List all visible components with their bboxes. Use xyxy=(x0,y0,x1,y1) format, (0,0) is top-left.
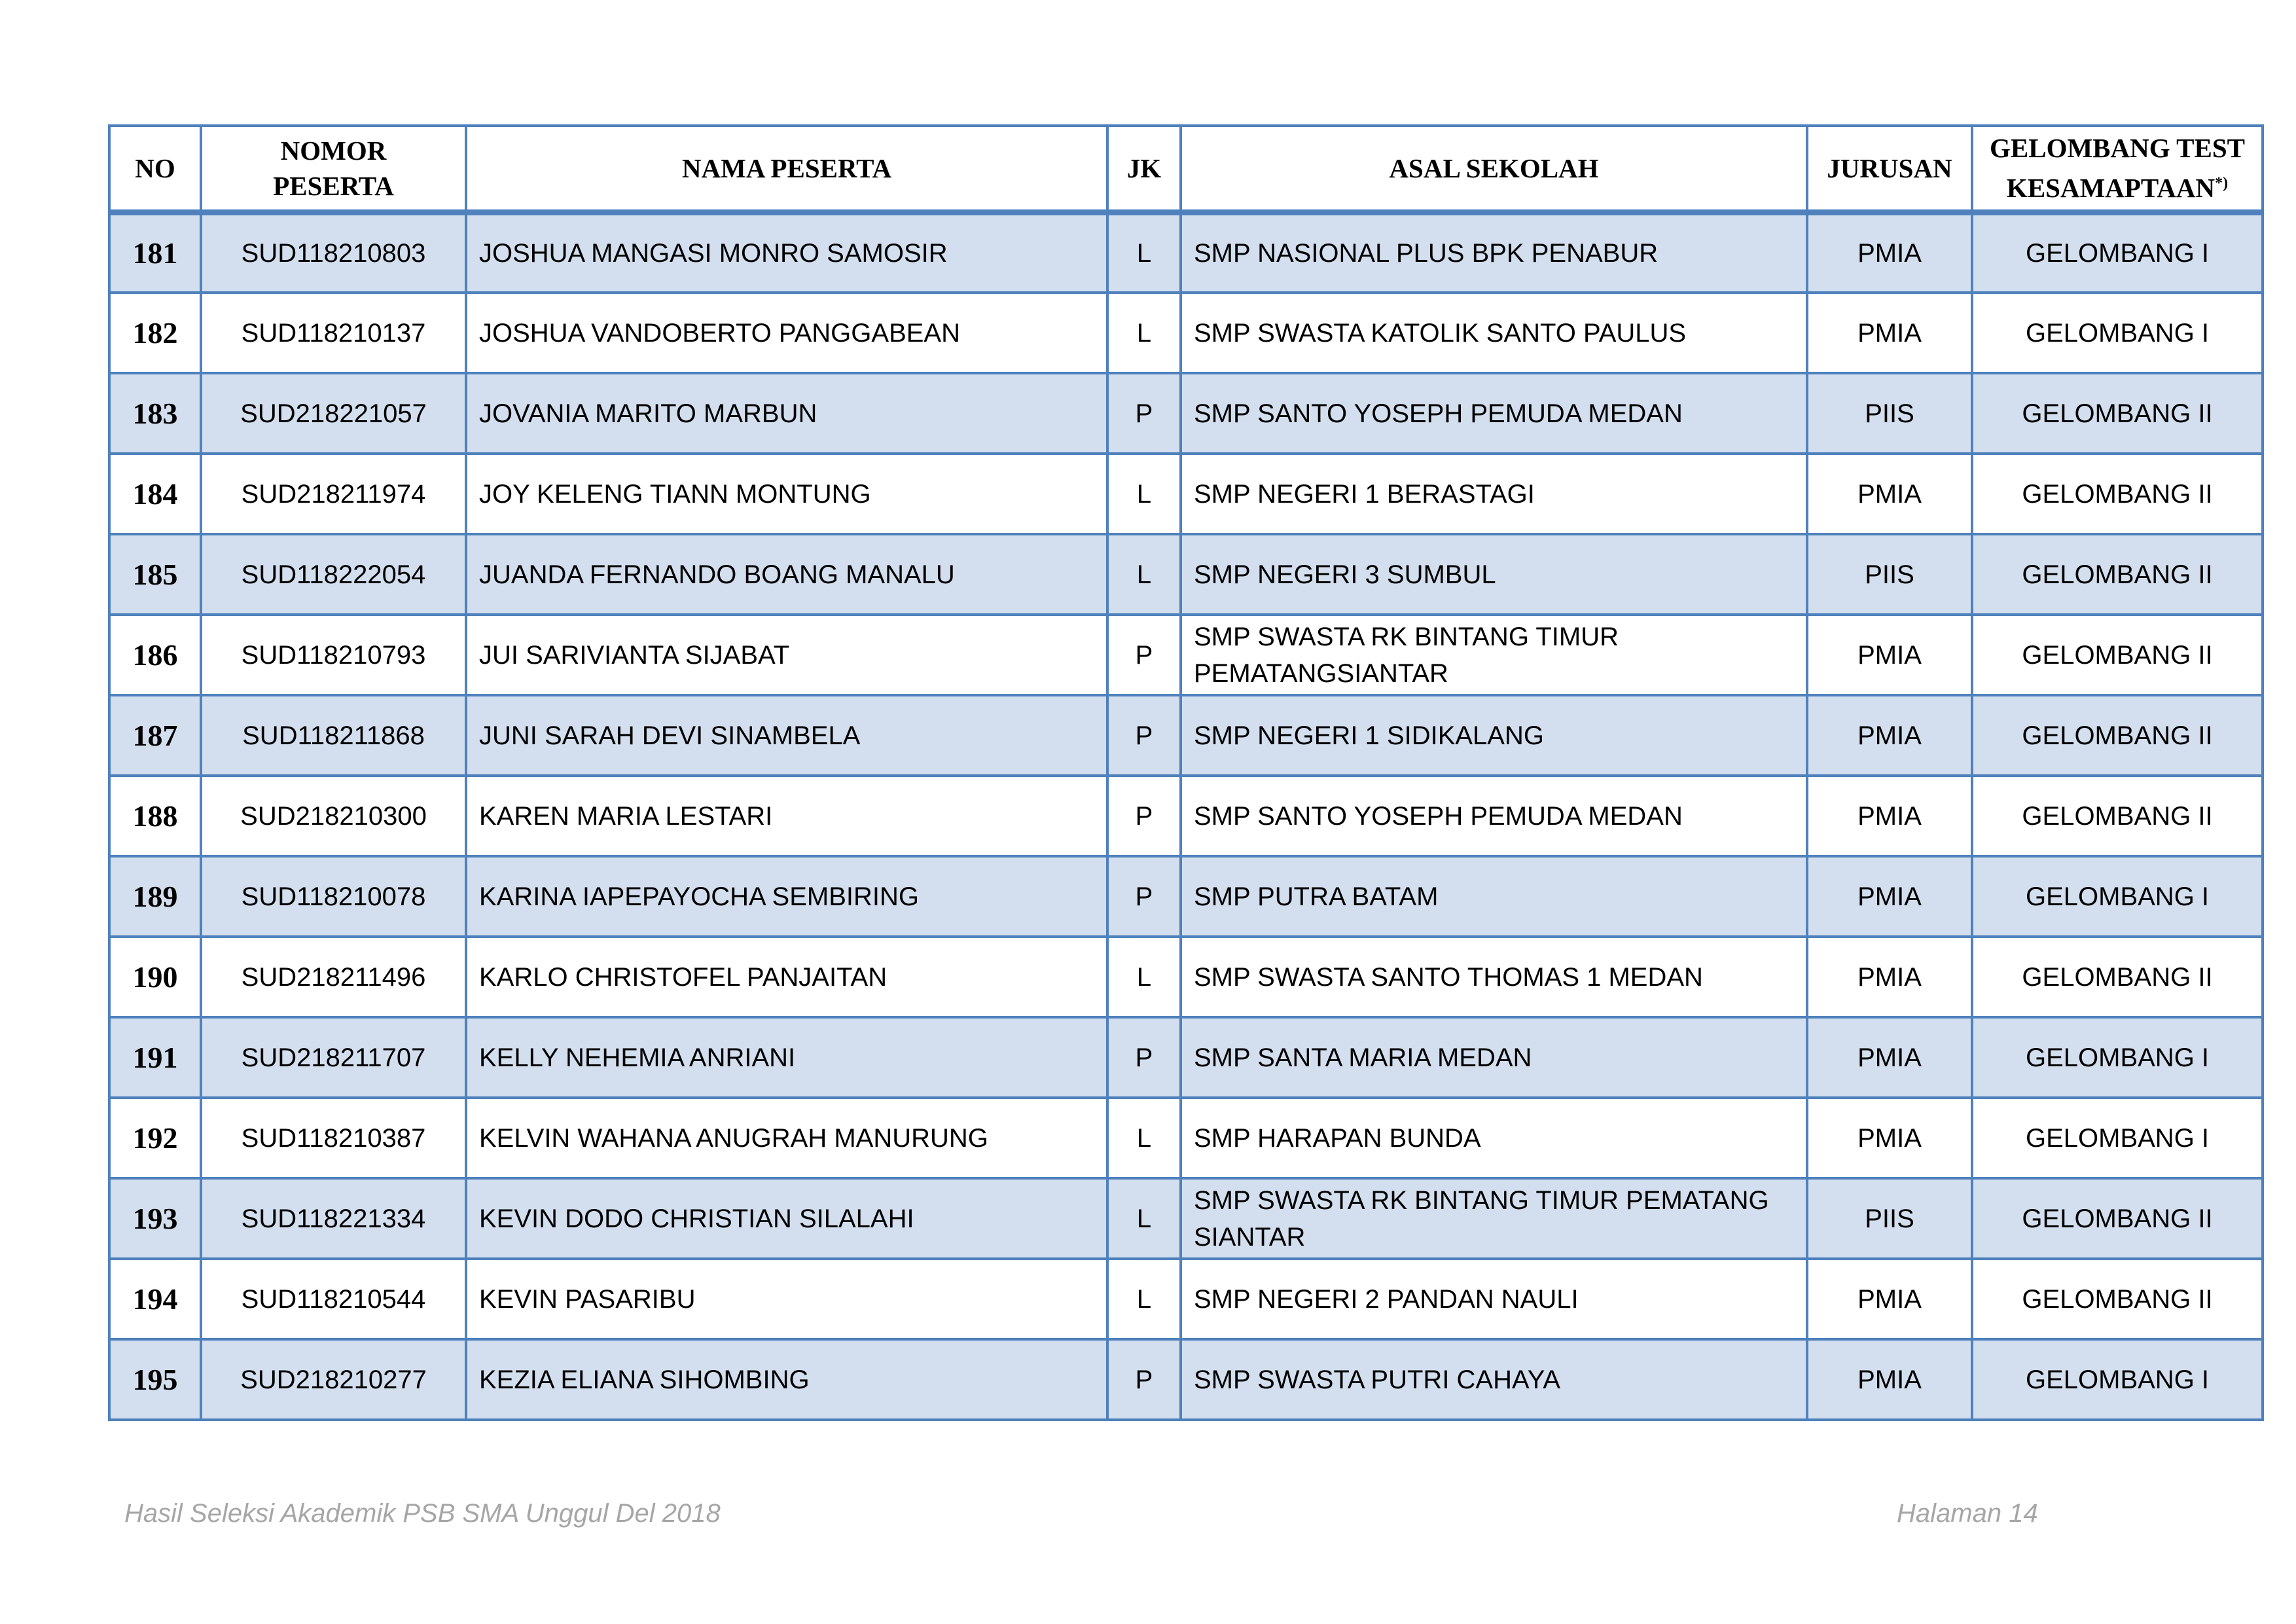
cell-asal-sekolah: SMP SWASTA KATOLIK SANTO PAULUS xyxy=(1181,293,1807,373)
cell-nama-peserta: JUNI SARAH DEVI SINAMBELA xyxy=(466,695,1107,776)
cell-nama-peserta: JOSHUA MANGASI MONRO SAMOSIR xyxy=(466,212,1107,293)
cell-jurusan: PMIA xyxy=(1807,615,1972,695)
table-row xyxy=(109,937,2263,1017)
cell-no: 189 xyxy=(109,856,201,937)
cell-gelombang: GELOMBANG II xyxy=(1972,1178,2263,1259)
cell-jurusan: PMIA xyxy=(1807,1339,1972,1420)
cell-nomor-peserta: SUD118221334 xyxy=(201,1178,466,1259)
cell-nama-peserta: JUI SARIVIANTA SIJABAT xyxy=(466,615,1107,695)
cell-jk: L xyxy=(1107,1259,1181,1339)
header-row xyxy=(109,126,2263,212)
cell-no: 184 xyxy=(109,454,201,534)
cell-gelombang: GELOMBANG I xyxy=(1972,293,2263,373)
cell-nomor-peserta: SUD118222054 xyxy=(201,534,466,615)
header-gelombang-note: *) xyxy=(2215,175,2229,192)
cell-asal-sekolah: SMP SWASTA RK BINTANG TIMUR PEMATANGSIANTAR xyxy=(1181,615,1807,695)
cell-asal-sekolah: SMP SWASTA RK BINTANG TIMUR PEMATANG SIANTAR xyxy=(1181,1178,1807,1259)
cell-jurusan: PMIA xyxy=(1807,1017,1972,1098)
cell-jk: L xyxy=(1107,937,1181,1017)
cell-nama-peserta: KELLY NEHEMIA ANRIANI xyxy=(466,1017,1107,1098)
cell-jk: P xyxy=(1107,615,1181,695)
cell-jk: L xyxy=(1107,534,1181,615)
cell-asal-sekolah: SMP NEGERI 2 PANDAN NAULI xyxy=(1181,1259,1807,1339)
cell-no: 195 xyxy=(109,1339,201,1420)
table-row xyxy=(109,856,2263,937)
cell-nomor-peserta: SUD218210300 xyxy=(201,776,466,856)
cell-gelombang: GELOMBANG I xyxy=(1972,1339,2263,1420)
cell-gelombang: GELOMBANG II xyxy=(1972,615,2263,695)
cell-jk: P xyxy=(1107,776,1181,856)
table-row xyxy=(109,1098,2263,1178)
cell-no: 183 xyxy=(109,373,201,454)
cell-jk: P xyxy=(1107,373,1181,454)
cell-jurusan: PIIS xyxy=(1807,1178,1972,1259)
cell-gelombang: GELOMBANG II xyxy=(1972,776,2263,856)
cell-jk: P xyxy=(1107,856,1181,937)
table-row xyxy=(109,615,2263,695)
cell-jk: L xyxy=(1107,1098,1181,1178)
cell-no: 192 xyxy=(109,1098,201,1178)
cell-asal-sekolah: SMP SWASTA PUTRI CAHAYA xyxy=(1181,1339,1807,1420)
cell-jurusan: PMIA xyxy=(1807,1098,1972,1178)
cell-no: 191 xyxy=(109,1017,201,1098)
table-row xyxy=(109,1339,2263,1420)
cell-jk: L xyxy=(1107,293,1181,373)
cell-nomor-peserta: SUD218221057 xyxy=(201,373,466,454)
participant-table xyxy=(108,124,2264,1421)
header-no-label: NO xyxy=(135,153,175,183)
cell-asal-sekolah: SMP NEGERI 1 SIDIKALANG xyxy=(1181,695,1807,776)
cell-nomor-peserta: SUD118211868 xyxy=(201,695,466,776)
table-row xyxy=(109,373,2263,454)
cell-no: 188 xyxy=(109,776,201,856)
header-no xyxy=(109,126,201,212)
cell-nama-peserta: KELVIN WAHANA ANUGRAH MANURUNG xyxy=(466,1098,1107,1178)
cell-nomor-peserta: SUD218211974 xyxy=(201,454,466,534)
cell-asal-sekolah: SMP SWASTA SANTO THOMAS 1 MEDAN xyxy=(1181,937,1807,1017)
table-row xyxy=(109,293,2263,373)
header-gelombang-line1: GELOMBANG TEST xyxy=(1990,133,2245,164)
table-header xyxy=(109,126,2263,212)
cell-jurusan: PMIA xyxy=(1807,1259,1972,1339)
cell-jurusan: PMIA xyxy=(1807,776,1972,856)
table-row xyxy=(109,212,2263,293)
cell-asal-sekolah: SMP SANTO YOSEPH PEMUDA MEDAN xyxy=(1181,776,1807,856)
cell-nama-peserta: JUANDA FERNANDO BOANG MANALU xyxy=(466,534,1107,615)
cell-jurusan: PMIA xyxy=(1807,695,1972,776)
header-asal-sekolah xyxy=(1181,126,1807,212)
table-row xyxy=(109,695,2263,776)
cell-gelombang: GELOMBANG II xyxy=(1972,695,2263,776)
header-jurusan-label: JURUSAN xyxy=(1827,153,1952,183)
cell-nomor-peserta: SUD118210803 xyxy=(201,212,466,293)
cell-gelombang: GELOMBANG I xyxy=(1972,1098,2263,1178)
cell-gelombang: GELOMBANG I xyxy=(1972,1017,2263,1098)
footer-page-number: Halaman 14 xyxy=(1897,1499,2038,1528)
cell-nama-peserta: KARINA IAPEPAYOCHA SEMBIRING xyxy=(466,856,1107,937)
cell-nomor-peserta: SUD118210793 xyxy=(201,615,466,695)
header-jurusan xyxy=(1807,126,1972,212)
cell-no: 181 xyxy=(109,212,201,293)
cell-nomor-peserta: SUD218211707 xyxy=(201,1017,466,1098)
cell-nomor-peserta: SUD118210137 xyxy=(201,293,466,373)
cell-nomor-peserta: SUD118210544 xyxy=(201,1259,466,1339)
cell-jk: L xyxy=(1107,1178,1181,1259)
cell-jurusan: PMIA xyxy=(1807,454,1972,534)
cell-asal-sekolah: SMP SANTO YOSEPH PEMUDA MEDAN xyxy=(1181,373,1807,454)
cell-no: 182 xyxy=(109,293,201,373)
cell-asal-sekolah: SMP PUTRA BATAM xyxy=(1181,856,1807,937)
cell-jk: P xyxy=(1107,695,1181,776)
cell-jk: L xyxy=(1107,454,1181,534)
table-row xyxy=(109,534,2263,615)
cell-jk: P xyxy=(1107,1017,1181,1098)
cell-asal-sekolah: SMP NEGERI 3 SUMBUL xyxy=(1181,534,1807,615)
cell-gelombang: GELOMBANG I xyxy=(1972,856,2263,937)
cell-gelombang: GELOMBANG II xyxy=(1972,937,2263,1017)
cell-no: 187 xyxy=(109,695,201,776)
cell-nama-peserta: KEVIN PASARIBU xyxy=(466,1259,1107,1339)
cell-jurusan: PIIS xyxy=(1807,534,1972,615)
cell-gelombang: GELOMBANG II xyxy=(1972,454,2263,534)
cell-nama-peserta: JOY KELENG TIANN MONTUNG xyxy=(466,454,1107,534)
header-nomor-line2: PESERTA xyxy=(273,170,394,201)
cell-jurusan: PMIA xyxy=(1807,212,1972,293)
cell-jurusan: PMIA xyxy=(1807,856,1972,937)
header-nomor-peserta xyxy=(201,126,466,212)
header-nama-label: NAMA PESERTA xyxy=(681,153,892,183)
cell-asal-sekolah: SMP NEGERI 1 BERASTAGI xyxy=(1181,454,1807,534)
cell-no: 190 xyxy=(109,937,201,1017)
cell-jurusan: PMIA xyxy=(1807,293,1972,373)
header-jk-label: JK xyxy=(1126,153,1162,183)
footer-document-title: Hasil Seleksi Akademik PSB SMA Unggul Del 2018 xyxy=(124,1499,721,1528)
cell-nama-peserta: KARLO CHRISTOFEL PANJAITAN xyxy=(466,937,1107,1017)
header-asal-label: ASAL SEKOLAH xyxy=(1389,153,1599,183)
cell-nomor-peserta: SUD218210277 xyxy=(201,1339,466,1420)
cell-jurusan: PIIS xyxy=(1807,373,1972,454)
table-row xyxy=(109,1259,2263,1339)
cell-gelombang: GELOMBANG II xyxy=(1972,1259,2263,1339)
cell-asal-sekolah: SMP SANTA MARIA MEDAN xyxy=(1181,1017,1807,1098)
cell-nama-peserta: KEVIN DODO CHRISTIAN SILALAHI xyxy=(466,1178,1107,1259)
cell-nomor-peserta: SUD118210387 xyxy=(201,1098,466,1178)
header-nomor-line1: NOMOR xyxy=(280,135,387,166)
cell-no: 194 xyxy=(109,1259,201,1339)
cell-nama-peserta: JOVANIA MARITO MARBUN xyxy=(466,373,1107,454)
cell-jk: P xyxy=(1107,1339,1181,1420)
table-row xyxy=(109,1178,2263,1259)
header-gelombang-line2: KESAMAPTAAN xyxy=(2006,173,2215,204)
header-gelombang xyxy=(1972,126,2263,212)
table-body xyxy=(109,212,2263,1420)
cell-jurusan: PMIA xyxy=(1807,937,1972,1017)
header-jk xyxy=(1107,126,1181,212)
table-row xyxy=(109,776,2263,856)
cell-nama-peserta: KEZIA ELIANA SIHOMBING xyxy=(466,1339,1107,1420)
header-nama-peserta xyxy=(466,126,1107,212)
cell-nama-peserta: KAREN MARIA LESTARI xyxy=(466,776,1107,856)
cell-no: 186 xyxy=(109,615,201,695)
cell-no: 185 xyxy=(109,534,201,615)
cell-gelombang: GELOMBANG II xyxy=(1972,373,2263,454)
cell-no: 193 xyxy=(109,1178,201,1259)
cell-gelombang: GELOMBANG II xyxy=(1972,534,2263,615)
cell-asal-sekolah: SMP HARAPAN BUNDA xyxy=(1181,1098,1807,1178)
cell-asal-sekolah: SMP NASIONAL PLUS BPK PENABUR xyxy=(1181,212,1807,293)
table-row xyxy=(109,454,2263,534)
cell-nomor-peserta: SUD118210078 xyxy=(201,856,466,937)
cell-gelombang: GELOMBANG I xyxy=(1972,212,2263,293)
cell-nomor-peserta: SUD218211496 xyxy=(201,937,466,1017)
cell-nama-peserta: JOSHUA VANDOBERTO PANGGABEAN xyxy=(466,293,1107,373)
cell-jk: L xyxy=(1107,212,1181,293)
table-row xyxy=(109,1017,2263,1098)
